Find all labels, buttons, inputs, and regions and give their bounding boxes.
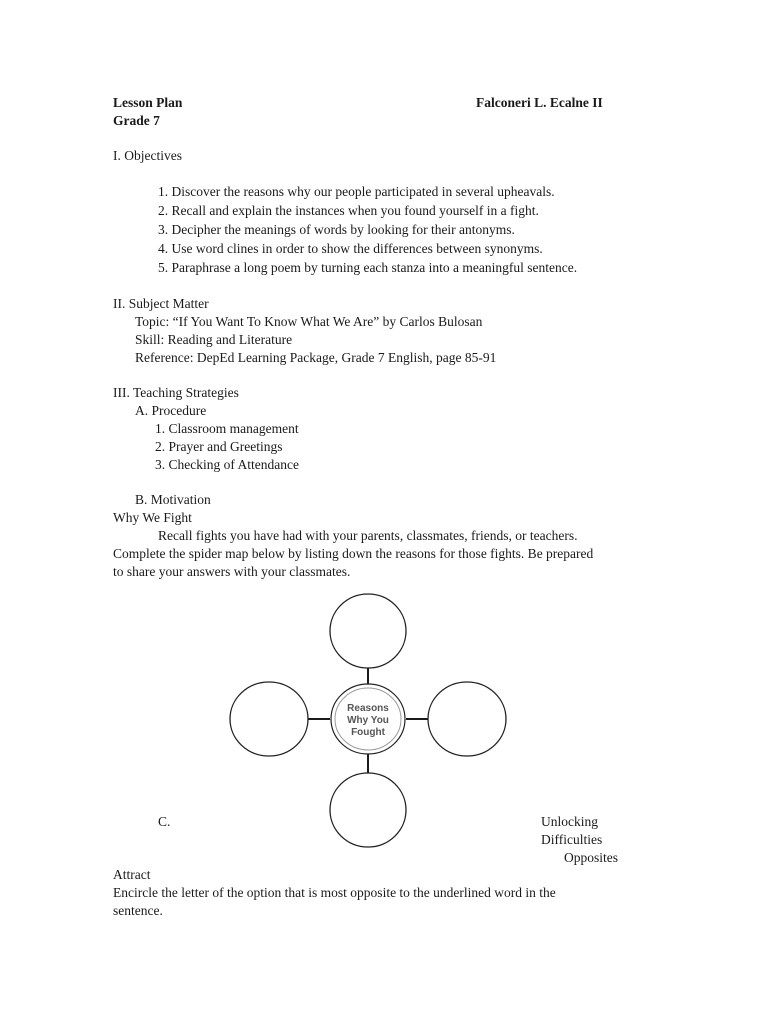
blank-circle-top <box>330 594 406 668</box>
unlocking-word-2: Difficulties <box>541 832 603 847</box>
reference-line: Reference: DepEd Learning Package, Grade 7 English, page 85-91 <box>135 350 497 365</box>
blank-circle-left <box>230 682 308 756</box>
procedure-heading: A. Procedure <box>135 403 207 418</box>
attract-word: Attract <box>113 867 151 882</box>
objective-item: 3. Decipher the meanings of words by looking for their antonyms. <box>158 222 515 237</box>
center-label-line: Reasons <box>347 703 389 714</box>
topic-line: Topic: “If You Want To Know What We Are” by Carlos Bulosan <box>135 314 483 329</box>
grade-level: Grade 7 <box>113 113 160 128</box>
procedure-item: 3. Checking of Attendance <box>155 457 299 472</box>
blank-circle-bottom <box>330 773 406 847</box>
procedure-item: 1. Classroom management <box>155 421 299 436</box>
unlocking-word-3: Opposites <box>564 850 618 865</box>
motivation-text: Complete the spider map below by listing down the reasons for those fights. Be prepared <box>113 546 594 561</box>
center-label-line: Fought <box>351 727 385 738</box>
skill-line: Skill: Reading and Literature <box>135 332 293 347</box>
instruction-text: sentence. <box>113 903 163 918</box>
motivation-title: Why We Fight <box>113 510 192 525</box>
subject-matter-heading: II. Subject Matter <box>113 296 209 311</box>
objectives-heading: I. Objectives <box>113 148 182 163</box>
objective-item: 5. Paraphrase a long poem by turning each stanza into a meaningful sentence. <box>158 260 578 275</box>
center-label-line: Why You <box>347 715 389 726</box>
motivation-text: to share your answers with your classmates. <box>113 564 351 579</box>
motivation-text: Recall fights you have had with your parents, classmates, friends, or teachers. <box>158 528 578 543</box>
procedure-item: 2. Prayer and Greetings <box>155 439 283 454</box>
section-c-letter: C. <box>158 814 171 829</box>
blank-circle-right <box>428 682 506 756</box>
strategies-heading: III. Teaching Strategies <box>113 385 239 400</box>
instruction-text: Encircle the letter of the option that is most opposite to the underlined word in the <box>113 885 556 900</box>
lesson-plan-title: Lesson Plan <box>113 95 183 110</box>
author-name: Falconeri L. Ecalne II <box>476 95 603 110</box>
objective-item: 2. Recall and explain the instances when you found yourself in a fight. <box>158 203 539 218</box>
objective-item: 4. Use word clines in order to show the differences between synonyms. <box>158 241 543 256</box>
unlocking-word-1: Unlocking <box>541 814 598 829</box>
objective-item: 1. Discover the reasons why our people participated in several upheavals. <box>158 184 555 199</box>
motivation-heading: B. Motivation <box>135 492 211 507</box>
